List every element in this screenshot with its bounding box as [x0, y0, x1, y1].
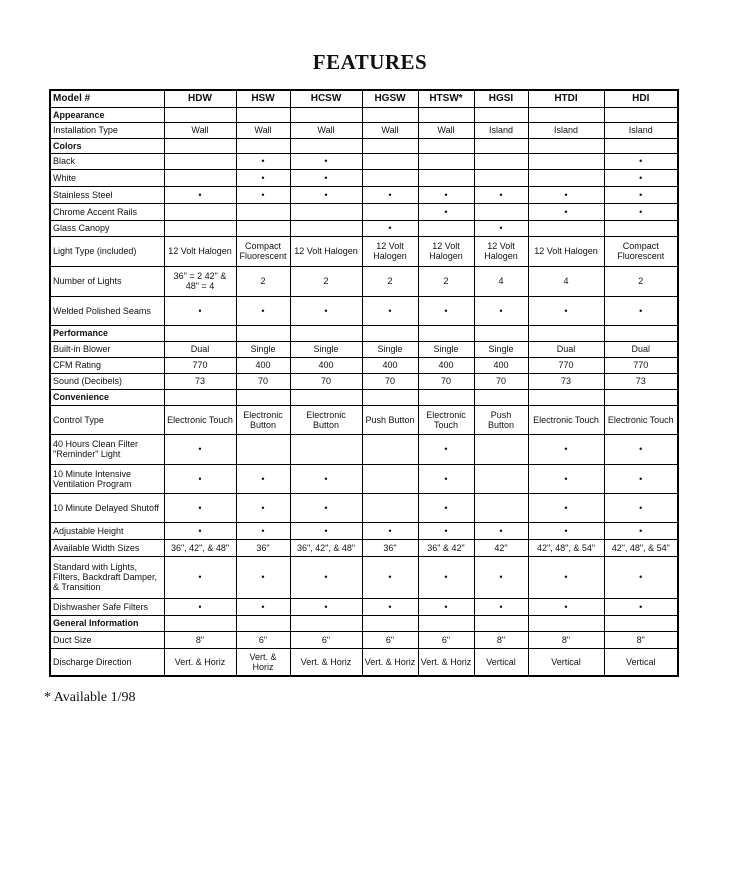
feature-cell [474, 615, 528, 631]
feature-cell [236, 107, 290, 122]
feature-row [50, 493, 678, 522]
feature-cell: • [290, 598, 362, 615]
feature-cell [474, 138, 528, 153]
feature-cell: 770 [528, 357, 604, 373]
feature-row [50, 598, 678, 615]
feature-cell: 770 [164, 357, 236, 373]
feature-row [50, 266, 678, 296]
feature-cell: • [362, 296, 418, 325]
feature-cell: • [418, 434, 474, 464]
feature-cell: 6" [418, 631, 474, 648]
feature-cell [290, 434, 362, 464]
feature-cell: Electronic Button [236, 405, 290, 434]
feature-cell [528, 138, 604, 153]
feature-cell: Wall [418, 122, 474, 138]
feature-cell [528, 389, 604, 405]
feature-cell: • [236, 296, 290, 325]
feature-cell [362, 169, 418, 186]
feature-label: Duct Size [50, 631, 164, 648]
feature-cell: • [528, 522, 604, 539]
feature-label: White [50, 169, 164, 186]
feature-cell [418, 325, 474, 341]
footnote: * Available 1/98 [44, 690, 136, 705]
feature-cell [604, 220, 678, 236]
feature-label: Adjustable Height [50, 522, 164, 539]
model-header: HTDI [528, 90, 604, 107]
feature-row [50, 153, 678, 169]
feature-cell: Wall [164, 122, 236, 138]
feature-cell [474, 493, 528, 522]
feature-cell: 6" [236, 631, 290, 648]
feature-cell: 400 [290, 357, 362, 373]
feature-cell [290, 325, 362, 341]
feature-cell: • [164, 598, 236, 615]
feature-cell: Vert. & Horiz [290, 648, 362, 676]
feature-cell [362, 389, 418, 405]
feature-cell: • [604, 169, 678, 186]
feature-cell: • [418, 186, 474, 203]
feature-label: 10 Minute Delayed Shutoff [50, 493, 164, 522]
feature-cell: 400 [362, 357, 418, 373]
feature-cell [290, 220, 362, 236]
feature-cell: 36", 42", & 48" [164, 539, 236, 556]
feature-label: Chrome Accent Rails [50, 203, 164, 220]
feature-cell: 42" [474, 539, 528, 556]
feature-cell: Single [290, 341, 362, 357]
feature-cell: 36" = 2 42" & 48" = 4 [164, 266, 236, 296]
feature-cell [164, 615, 236, 631]
feature-label: Stainless Steel [50, 186, 164, 203]
feature-cell: Push Button [474, 405, 528, 434]
feature-cell [528, 220, 604, 236]
feature-cell: • [290, 493, 362, 522]
feature-cell: • [362, 556, 418, 598]
feature-row [50, 556, 678, 598]
feature-cell: 73 [604, 373, 678, 389]
feature-cell: Dual [528, 341, 604, 357]
feature-label: Dishwasher Safe Filters [50, 598, 164, 615]
feature-cell: • [418, 522, 474, 539]
feature-cell [474, 434, 528, 464]
feature-cell [362, 203, 418, 220]
feature-cell: 12 Volt Halogen [362, 236, 418, 266]
feature-cell [164, 169, 236, 186]
feature-cell: • [604, 296, 678, 325]
feature-cell: 70 [290, 373, 362, 389]
feature-cell: • [604, 464, 678, 493]
feature-cell: 42", 48", & 54" [604, 539, 678, 556]
feature-cell: 8" [528, 631, 604, 648]
feature-cell [474, 153, 528, 169]
feature-row [50, 522, 678, 539]
feature-cell: Electronic Button [290, 405, 362, 434]
feature-cell [362, 464, 418, 493]
feature-cell: Single [236, 341, 290, 357]
feature-cell: Vertical [604, 648, 678, 676]
feature-cell: • [290, 296, 362, 325]
feature-cell: 12 Volt Halogen [290, 236, 362, 266]
feature-cell: 2 [418, 266, 474, 296]
feature-cell [418, 138, 474, 153]
feature-cell: • [418, 493, 474, 522]
feature-cell [290, 615, 362, 631]
feature-cell: Electronic Touch [528, 405, 604, 434]
feature-cell: 73 [528, 373, 604, 389]
feature-cell: 2 [236, 266, 290, 296]
feature-cell: 36" & 42" [418, 539, 474, 556]
feature-cell: • [236, 153, 290, 169]
feature-cell [418, 153, 474, 169]
feature-cell: • [164, 186, 236, 203]
feature-cell: • [236, 598, 290, 615]
feature-cell: 12 Volt Halogen [474, 236, 528, 266]
feature-cell: 36" [236, 539, 290, 556]
model-header: HTSW* [418, 90, 474, 107]
model-header: HCSW [290, 90, 362, 107]
feature-row [50, 357, 678, 373]
feature-label: Standard with Lights, Filters, Backdraft Damper, & Transition [50, 556, 164, 598]
feature-cell: • [290, 186, 362, 203]
model-header: HSW [236, 90, 290, 107]
feature-cell: Electronic Touch [164, 405, 236, 434]
feature-cell [236, 434, 290, 464]
feature-cell [362, 493, 418, 522]
feature-cell: • [528, 464, 604, 493]
feature-cell [164, 203, 236, 220]
feature-cell: Vertical [528, 648, 604, 676]
feature-cell: Dual [164, 341, 236, 357]
feature-row [50, 434, 678, 464]
section-label: Appearance [50, 107, 164, 122]
feature-cell: 73 [164, 373, 236, 389]
section-label: Performance [50, 325, 164, 341]
feature-cell [528, 169, 604, 186]
feature-cell: 2 [604, 266, 678, 296]
feature-cell: • [164, 522, 236, 539]
feature-cell: Compact Fluorescent [604, 236, 678, 266]
feature-cell: • [236, 464, 290, 493]
feature-cell: • [528, 556, 604, 598]
feature-cell: • [236, 556, 290, 598]
feature-label: 40 Hours Clean Filter "Reminder" Light [50, 434, 164, 464]
feature-cell [528, 615, 604, 631]
feature-cell: 8" [474, 631, 528, 648]
feature-cell: Island [474, 122, 528, 138]
feature-cell: • [474, 296, 528, 325]
model-header: HDI [604, 90, 678, 107]
feature-cell: • [604, 434, 678, 464]
feature-label: Sound (Decibels) [50, 373, 164, 389]
header-row [50, 90, 678, 107]
model-header: HGSI [474, 90, 528, 107]
feature-cell [164, 107, 236, 122]
feature-cell: Vert. & Horiz [236, 648, 290, 676]
feature-cell: • [528, 598, 604, 615]
feature-cell: Vert. & Horiz [164, 648, 236, 676]
feature-cell [604, 138, 678, 153]
feature-cell [604, 107, 678, 122]
feature-cell: 70 [236, 373, 290, 389]
feature-cell: • [418, 464, 474, 493]
feature-label: Glass Canopy [50, 220, 164, 236]
feature-cell [236, 325, 290, 341]
feature-cell [164, 220, 236, 236]
feature-cell: • [604, 203, 678, 220]
feature-cell: • [604, 153, 678, 169]
feature-cell [164, 138, 236, 153]
feature-row [50, 220, 678, 236]
feature-cell: 6" [362, 631, 418, 648]
feature-cell: • [418, 556, 474, 598]
feature-cell: • [528, 434, 604, 464]
feature-cell [528, 325, 604, 341]
feature-row [50, 631, 678, 648]
feature-cell [164, 153, 236, 169]
feature-row [50, 236, 678, 266]
feature-cell: • [474, 522, 528, 539]
feature-cell: • [362, 186, 418, 203]
feature-cell [474, 464, 528, 493]
feature-label: Available Width Sizes [50, 539, 164, 556]
feature-cell: • [362, 220, 418, 236]
feature-cell [418, 389, 474, 405]
feature-cell [236, 138, 290, 153]
feature-cell [474, 169, 528, 186]
feature-cell: • [604, 186, 678, 203]
feature-cell: 400 [236, 357, 290, 373]
feature-cell [474, 389, 528, 405]
feature-cell: • [362, 522, 418, 539]
feature-cell: • [528, 203, 604, 220]
feature-cell: • [236, 169, 290, 186]
section-row [50, 138, 678, 153]
feature-cell: • [290, 464, 362, 493]
feature-label: Welded Polished Seams [50, 296, 164, 325]
feature-cell [604, 615, 678, 631]
feature-cell [418, 107, 474, 122]
feature-cell: • [604, 598, 678, 615]
feature-cell: Island [528, 122, 604, 138]
feature-cell [362, 153, 418, 169]
feature-cell: • [236, 186, 290, 203]
feature-row [50, 203, 678, 220]
feature-cell [290, 138, 362, 153]
feature-cell [236, 203, 290, 220]
feature-row [50, 373, 678, 389]
feature-cell [362, 107, 418, 122]
feature-row [50, 122, 678, 138]
feature-cell: 400 [474, 357, 528, 373]
feature-cell [362, 615, 418, 631]
feature-cell: • [418, 598, 474, 615]
feature-cell: 770 [604, 357, 678, 373]
feature-cell: 12 Volt Halogen [418, 236, 474, 266]
feature-cell [418, 615, 474, 631]
feature-label: CFM Rating [50, 357, 164, 373]
feature-cell: • [474, 598, 528, 615]
feature-label: Number of Lights [50, 266, 164, 296]
feature-row [50, 539, 678, 556]
feature-cell: • [164, 296, 236, 325]
section-row [50, 615, 678, 631]
feature-label: Built-in Blower [50, 341, 164, 357]
section-row [50, 325, 678, 341]
feature-cell [528, 107, 604, 122]
feature-cell [362, 325, 418, 341]
feature-label: Installation Type [50, 122, 164, 138]
feature-cell: 42", 48", & 54" [528, 539, 604, 556]
model-header: HGSW [362, 90, 418, 107]
feature-cell [164, 325, 236, 341]
feature-cell: • [604, 493, 678, 522]
feature-cell: • [528, 296, 604, 325]
feature-cell [474, 203, 528, 220]
feature-cell [474, 107, 528, 122]
feature-cell: Wall [236, 122, 290, 138]
feature-cell: Compact Fluorescent [236, 236, 290, 266]
feature-cell: Single [418, 341, 474, 357]
feature-cell: Wall [362, 122, 418, 138]
feature-cell: 70 [362, 373, 418, 389]
feature-cell: • [164, 464, 236, 493]
feature-label: 10 Minute Intensive Ventilation Program [50, 464, 164, 493]
feature-label: Black [50, 153, 164, 169]
feature-cell [290, 107, 362, 122]
feature-cell: Vert. & Horiz [362, 648, 418, 676]
feature-cell: • [604, 522, 678, 539]
feature-row [50, 296, 678, 325]
feature-cell: 2 [290, 266, 362, 296]
feature-cell: 36", 42", & 48" [290, 539, 362, 556]
feature-cell: 8" [164, 631, 236, 648]
feature-cell: Wall [290, 122, 362, 138]
feature-cell: • [362, 598, 418, 615]
page-title: FEATURES [312, 50, 428, 74]
feature-cell: 400 [418, 357, 474, 373]
feature-cell: Vert. & Horiz [418, 648, 474, 676]
feature-cell: • [474, 186, 528, 203]
feature-cell: • [290, 153, 362, 169]
feature-row [50, 169, 678, 186]
feature-cell: 70 [418, 373, 474, 389]
feature-cell: • [164, 434, 236, 464]
feature-cell [362, 138, 418, 153]
feature-cell [418, 169, 474, 186]
feature-cell [528, 153, 604, 169]
feature-cell: 12 Volt Halogen [164, 236, 236, 266]
features-table [49, 89, 679, 677]
feature-cell: Single [362, 341, 418, 357]
feature-cell: 70 [474, 373, 528, 389]
section-row [50, 107, 678, 122]
feature-cell: • [528, 186, 604, 203]
feature-row [50, 464, 678, 493]
feature-cell: • [474, 556, 528, 598]
feature-cell [474, 325, 528, 341]
feature-cell: 4 [528, 266, 604, 296]
feature-cell: Electronic Touch [604, 405, 678, 434]
feature-cell: 12 Volt Halogen [528, 236, 604, 266]
feature-cell: • [164, 556, 236, 598]
feature-cell: • [290, 169, 362, 186]
feature-cell [164, 389, 236, 405]
feature-cell: 8" [604, 631, 678, 648]
feature-row [50, 186, 678, 203]
feature-label: Control Type [50, 405, 164, 434]
header-label: Model # [50, 90, 164, 107]
feature-label: Discharge Direction [50, 648, 164, 676]
section-label: Convenience [50, 389, 164, 405]
section-label: Colors [50, 138, 164, 153]
section-label: General Information [50, 615, 164, 631]
feature-cell: 36" [362, 539, 418, 556]
feature-cell [362, 434, 418, 464]
feature-row [50, 405, 678, 434]
feature-cell: • [604, 556, 678, 598]
feature-cell [236, 220, 290, 236]
feature-cell: Single [474, 341, 528, 357]
feature-cell [290, 203, 362, 220]
feature-cell: • [418, 296, 474, 325]
features-table-body [50, 90, 678, 676]
feature-row [50, 341, 678, 357]
feature-cell: 6" [290, 631, 362, 648]
feature-cell: • [164, 493, 236, 522]
feature-cell: 2 [362, 266, 418, 296]
feature-cell: 4 [474, 266, 528, 296]
feature-cell [418, 220, 474, 236]
feature-cell: Dual [604, 341, 678, 357]
feature-cell: Electronic Touch [418, 405, 474, 434]
feature-cell: • [418, 203, 474, 220]
feature-cell [290, 389, 362, 405]
feature-cell [604, 389, 678, 405]
feature-cell [604, 325, 678, 341]
feature-label: Light Type (included) [50, 236, 164, 266]
feature-cell: • [236, 493, 290, 522]
section-row [50, 389, 678, 405]
feature-cell: • [290, 556, 362, 598]
feature-row [50, 648, 678, 676]
feature-cell: Vertical [474, 648, 528, 676]
feature-cell: • [474, 220, 528, 236]
feature-cell: • [236, 522, 290, 539]
feature-cell: • [290, 522, 362, 539]
feature-cell [236, 615, 290, 631]
model-header: HDW [164, 90, 236, 107]
feature-cell: Island [604, 122, 678, 138]
feature-cell: • [528, 493, 604, 522]
feature-cell: Push Button [362, 405, 418, 434]
feature-cell [236, 389, 290, 405]
